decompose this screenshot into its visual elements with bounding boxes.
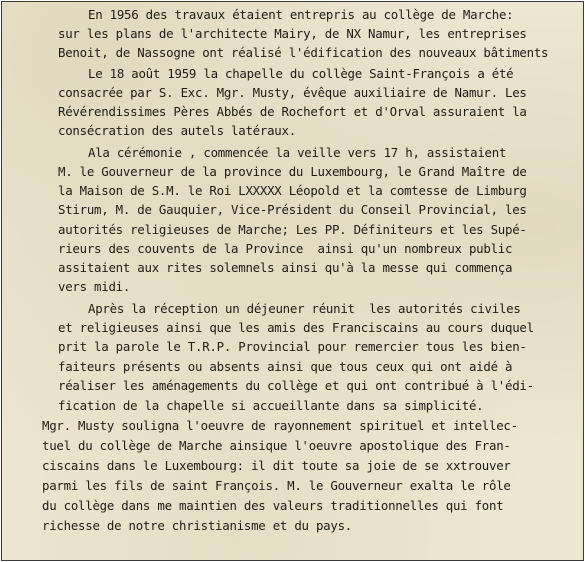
text-line: parmi les fils de saint François. M. le Gouverneur exalta le rôle	[42, 478, 511, 493]
text-line: prit la parole le T.R.P. Provincial pour remercier tous les bien-	[58, 339, 527, 354]
text-line: ciscains dans le Luxembourg: il dit toute sa joie de se xxtrouver	[42, 458, 511, 473]
text-line: consacrée par S. Exc. Mgr. Musty, évêque auxiliaire de Namur. Les	[58, 85, 527, 100]
text-line: Mgr. Musty souligna l'oeuvre de rayonnement spirituel et intellec-	[42, 418, 518, 433]
text-line: Le 18 août 1959 la chapelle du collège Saint-François a été	[88, 66, 514, 81]
text-line: tuel du collège de Marche ainsique l'oeuvre apostolique des Fran-	[42, 438, 511, 453]
text-line: du collège dans me maintien des valeurs traditionnelles qui font	[42, 498, 504, 513]
text-line: rieurs des couvents de la Province ainsi qu'un nombreux public	[58, 241, 513, 256]
text-line: Après la réception un déjeuner réunit les autorités civiles	[88, 301, 521, 316]
text-line: la Maison de S.M. le Roi LXXXXX Léopold et la comtesse de Limburg	[58, 183, 527, 198]
text-line: faiteurs présents ou absents ainsi que tous ceux qui ont aidé à	[58, 359, 513, 374]
text-line: Ala cérémonie , commencée la veille vers 17 h, assistaient	[88, 145, 507, 160]
text-line: M. le Gouverneur de la province du Luxembourg, le Grand Maître de	[58, 164, 527, 179]
text-line: Révérendissimes Pères Abbés de Rochefort et d'Orval assuraient la	[58, 104, 527, 119]
text-line: assitaient aux rites solemnels ainsi qu'à la messe qui commença	[58, 260, 513, 275]
document-page	[1, 1, 584, 561]
text-line: richesse de notre christianisme et du pays.	[42, 518, 353, 533]
text-line: En 1956 des travaux étaient entrepris au collège de Marche:	[88, 7, 514, 22]
text-line: et religieuses ainsi que les amis des Franciscains au cours duquel	[58, 320, 534, 335]
text-line: consécration des autels latéraux.	[58, 123, 296, 138]
text-line: Benoit, de Nassogne ont réalisé l'édification des nouveaux bâtiments	[58, 45, 549, 60]
text-line: Stirum, M. de Gauquier, Vice-Président du Conseil Provincial, les	[58, 202, 527, 217]
text-line: autorités religieuses de Marche; Les PP. Définiteurs et les Supé-	[58, 222, 527, 237]
text-line: réaliser les aménagements du collège et qui ont contribué à l'édi-	[58, 378, 534, 393]
text-line: fication de la chapelle si accueillante dans sa simplicité.	[58, 398, 484, 413]
text-line: vers midi.	[58, 279, 131, 294]
text-line: sur les plans de l'architecte Mairy, de NX Namur, les entreprises	[58, 26, 527, 41]
